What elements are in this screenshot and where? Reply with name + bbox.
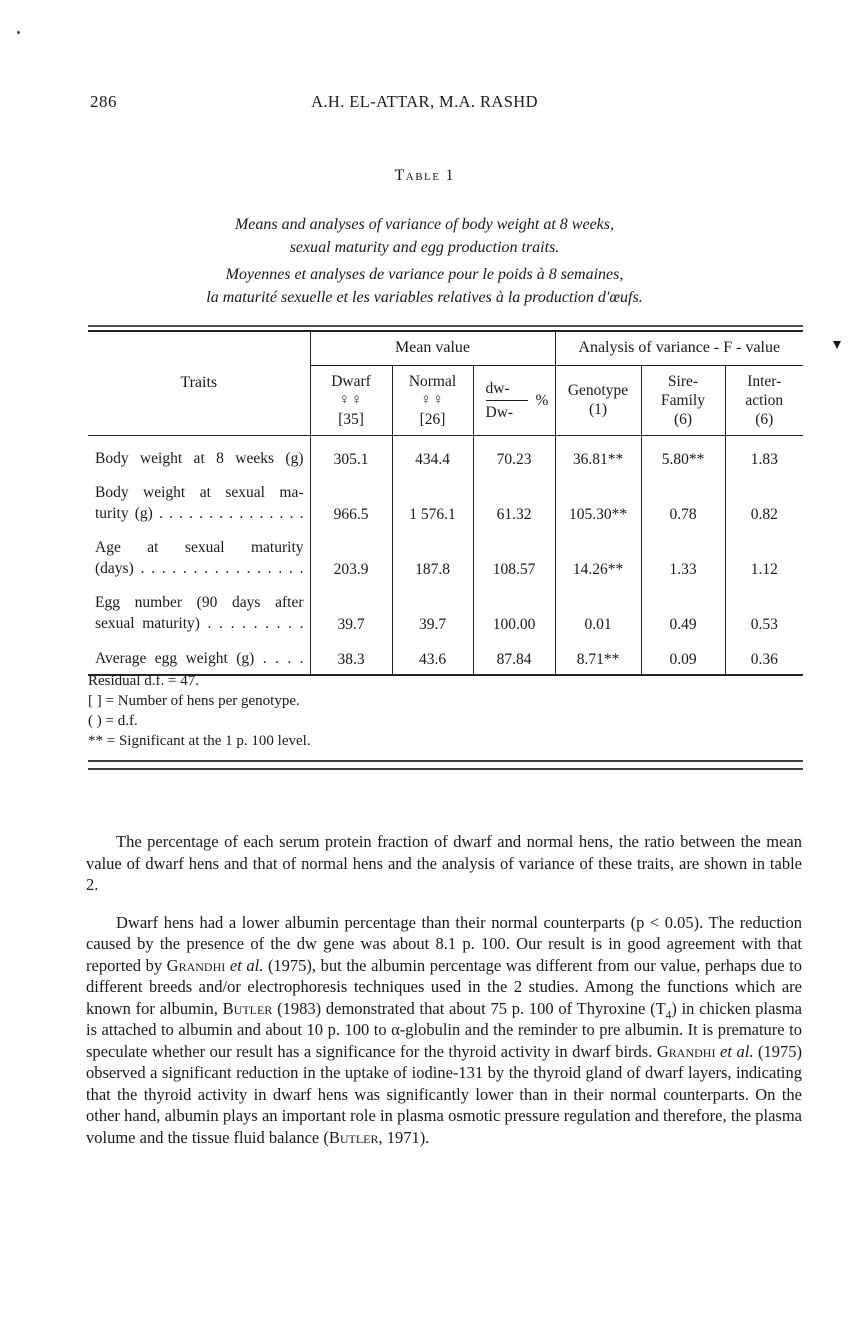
dw-ratio-fraction: $\frac{dw-}{Dw-}$ % [485,379,549,421]
col-header-sire-family: Sire- Family (6) [641,365,725,435]
table-word: Table [394,167,441,184]
table-top-rule [88,325,803,332]
value-cell: 0.36 [750,651,778,668]
table-footnotes [88,671,803,751]
trait-cell [88,537,310,592]
value-cell: 0.78 [641,482,725,537]
margin-mark [833,341,841,349]
col-header-dwarf: Dwarf ♀♀ [35] [310,365,392,435]
caption-english [0,213,849,259]
female-symbols: ♀♀ [338,391,364,408]
footnote: ** = Significant at the 1 p. 100 level. [88,733,311,749]
trait-cell [88,592,310,647]
table-label [0,167,849,185]
table-header-group-row [88,332,803,365]
value-cell: 0.53 [750,616,778,633]
caption-line: sexual maturity and egg production traits. [289,239,560,256]
col-header-normal: Normal ♀♀ [26] [392,365,473,435]
table-row [88,482,803,537]
trait-line: Body weight at 8 weeks (g) [95,450,304,467]
value-cell: 966.5 [310,482,392,537]
footnote: [ ] = Number of hens per genotype. [88,693,300,709]
footnote: ( ) = d.f. [88,713,138,729]
footnote: Residual d.f. = 47. [88,673,199,689]
value-cell: 1.12 [750,561,778,578]
trait-line: Body weight at sexual ma- [95,484,304,501]
trait-line: turity (g) . . . . . . . . . . . . . . . [95,505,304,522]
value-cell: 5.80** [641,435,725,482]
value-cell: 39.7 [310,592,392,647]
col-header-interaction: Inter- action (6) [725,365,803,435]
value-cell: 39.7 [392,592,473,647]
running-head [0,92,849,112]
col-group-anova: Analysis of variance - F - value [555,332,803,365]
data-table [88,325,803,676]
value-cell: 105.30** [555,482,641,537]
paragraph-albumin-discussion: Dwarf hens had a lower albumin percentage than their normal counterparts (p < 0.05). The reduction caused by the presence of the dw gene was about 8.1 p. 100. Our result is in good agreement with that reported by Grandhi et al. (1975), but the albumin percentage was different from our value, perhaps due to different breeds and/or electrophoresis techniques used in the 2 studies. Among the functions which are known for albumin, Butler (1983) demonstrated that about 75 p. 100 of Thyroxine $(T_4)$ in chicken plasma is attached to albumin and about 10 p. 100 to α-globulin and the reminder to pre albumin. It is premature to speculate whether our result has a significance for the thyroid activity in dwarf birds. Grandhi et al. (1975) observed a significant reduction in the uptake of iodine-131 by the thyroid gland of dwarf layers, indicating that the thyroid activity in dwarf hens was significantly lower than in their normal counterparts. On the other hand, albumin plays an important role in plasma osmotic pressure regulation and therefore, the plasma volume and the tissue fluid balance (Butler, 1971). [86,912,803,1147]
trait-line: Egg number (90 days after [95,594,304,611]
caption-line: Means and analyses of variance of body weight at 8 weeks, [234,216,615,233]
value-cell: 203.9 [310,537,392,592]
running-title: A.H. EL-ATTAR, M.A. RASHD [311,92,538,111]
fraction-line [486,400,528,401]
body-text [86,831,802,1148]
trait-line: Age at sexual maturity [95,539,304,556]
table-number: 1 [445,167,455,184]
col-header-genotype: Genotype (1) [555,365,641,435]
value-cell: 100.00 [473,592,555,647]
paragraph-serum-protein: The percentage of each serum protein fraction of dwarf and normal hens, the ratio between the mean value of dwarf hens and that of normal hens and the analysis of variance of these traits, are shown in table 2. [86,832,802,894]
trait-cell [88,482,310,537]
caption-line: Moyennes et analyses de variance pour le poids à 8 semaines, [225,266,624,283]
results-table [88,332,803,676]
value-cell: 70.23 [473,435,555,482]
value-cell: 187.8 [392,537,473,592]
trait-line: sexual maturity) . . . . . . . . . [95,615,304,632]
female-symbols: ♀♀ [420,391,445,408]
value-cell: 87.84 [473,647,555,675]
value-cell: 14.26** [555,537,641,592]
trait-cell [88,435,310,482]
caption-french [0,263,849,309]
value-cell: 305.1 [310,435,392,482]
trait-line: (days) . . . . . . . . . . . . . . . . [95,560,304,577]
value-cell: 0.82 [750,506,778,523]
page-number: 286 [90,92,117,111]
table-row [88,435,803,482]
col-header-traits: Traits [88,332,310,435]
col-header-ratio [473,365,555,435]
value-cell: 36.81** [555,435,641,482]
value-cell: 434.4 [392,435,473,482]
value-cell: 61.32 [473,482,555,537]
table-row [88,537,803,592]
value-cell: 0.01 [555,592,641,647]
value-cell: 38.3 [310,647,392,675]
col-group-mean-value: Mean value [310,332,555,365]
table-bottom-rule [88,760,803,770]
value-cell: 1.83 [750,451,778,468]
table-row [88,592,803,647]
value-cell: 1.33 [641,537,725,592]
value-cell: 8.71** [555,647,641,675]
trait-line: Average egg weight (g) . . . . [95,650,304,667]
caption-line: la maturité sexuelle et les variables relatives à la production d'œufs. [206,289,643,306]
value-cell: 0.09 [641,647,725,675]
value-cell: 108.57 [473,537,555,592]
scan-speck [17,31,20,34]
value-cell: 1 576.1 [392,482,473,537]
value-cell: 0.49 [641,592,725,647]
value-cell: 43.6 [392,647,473,675]
